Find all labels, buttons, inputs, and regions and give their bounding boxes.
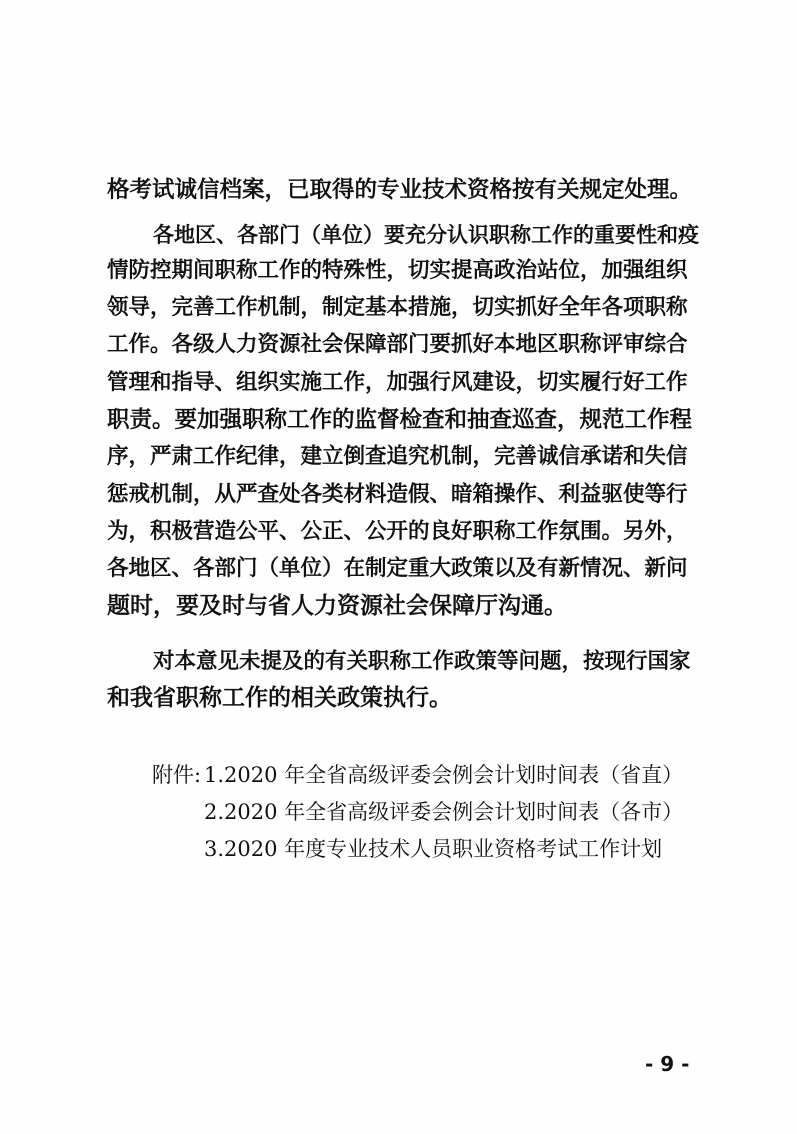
body-line-7: 职责。要加强职称工作的监督检查和抽查巡查，规范工作程: [107, 407, 693, 433]
body-line-3: 情防控期间职称工作的特殊性，切实提高政治站位，加强组织: [107, 258, 688, 283]
attachment-item-2: 2.2020 年全省高级评委会例会计划时间表（各市）: [204, 800, 684, 824]
body-line-5: 工作。各级人力资源社会保障部门要抓好本地区职称评审综合: [107, 332, 688, 357]
body-line-4: 领导，完善工作机制，制定基本措施，切实抓好全年各项职称: [107, 295, 688, 320]
attachment-item-3: 3.2020 年度专业技术人员职业资格考试工作计划: [204, 837, 663, 861]
body-line-10: 为，积极营造公平、公正、公开的良好职称工作氛围。另外，: [107, 519, 688, 544]
body-line-6: 管理和指导、组织实施工作，加强行风建设，切实履行好工作: [107, 370, 688, 395]
page-number: - 9 -: [645, 1052, 690, 1076]
body-line-8: 序，严肃工作纪律，建立倒查追究机制，完善诚信承诺和失信: [107, 444, 688, 469]
body-line-2: 各地区、各部门（单位）要充分认识职称工作的重要性和疫: [153, 222, 699, 247]
body-line-9: 惩戒机制，从严查处各类材料造假、暗箱操作、利益驱使等行: [107, 482, 688, 507]
body-line-14: 和我省职称工作的相关政策执行。: [107, 684, 452, 711]
body-line-11: 各地区、各部门（单位）在制定重大政策以及有新情况、新问: [107, 556, 688, 581]
body-line-12: 题时，要及时与省人力资源社会保障厅沟通。: [107, 592, 567, 619]
body-line-13: 对本意见未提及的有关职称工作政策等问题，按现行国家: [153, 649, 691, 674]
attachment-item-1: 1.2020 年全省高级评委会例会计划时间表（省直）: [204, 763, 684, 787]
body-line-1: 格考试诚信档案，已取得的专业技术资格按有关规定处理。: [107, 177, 693, 203]
attachments-label: 附件:: [152, 763, 202, 787]
